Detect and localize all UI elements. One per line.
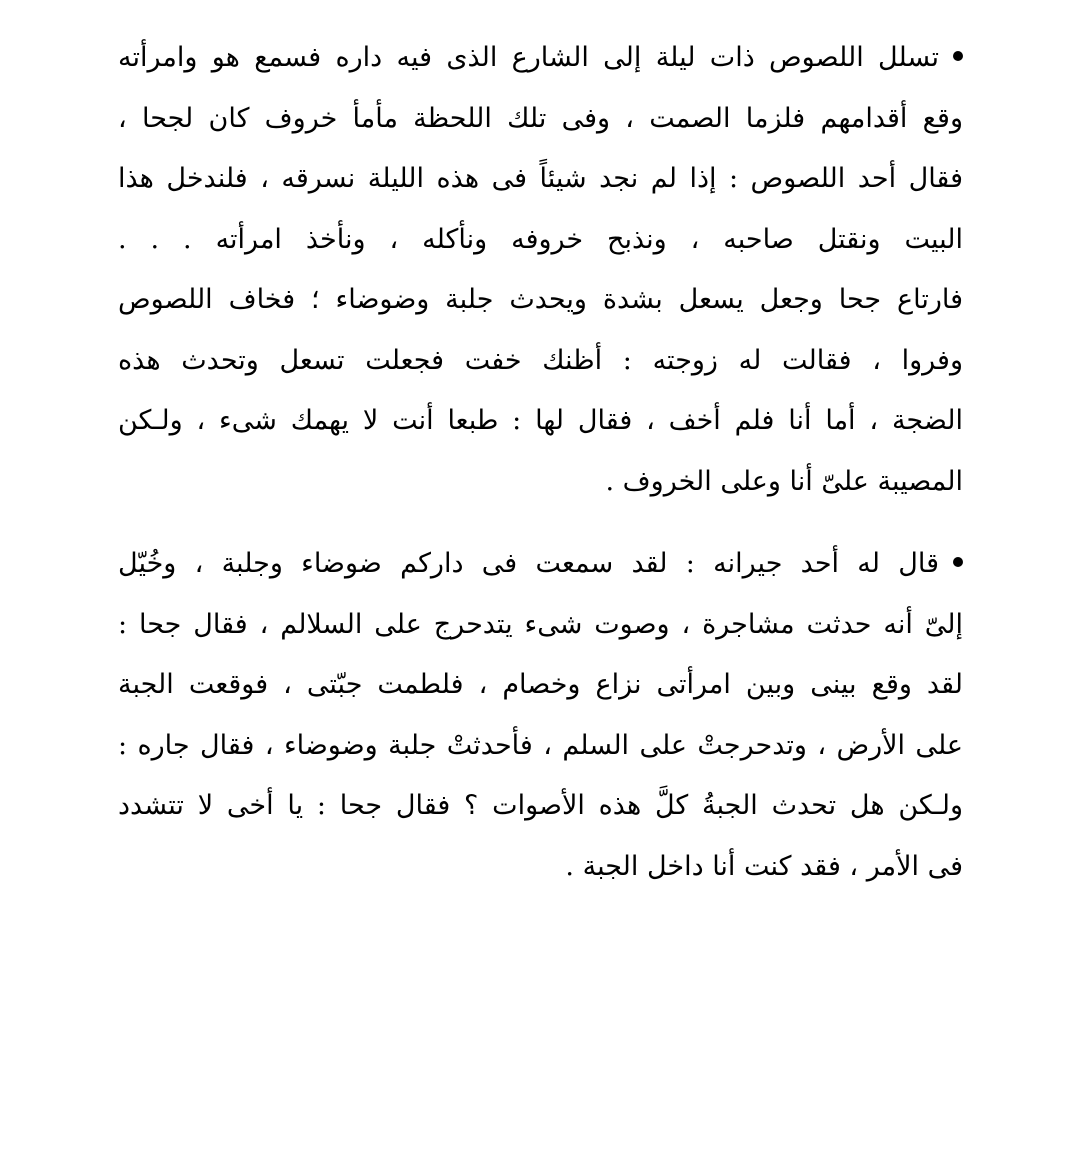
paragraph-spacer — [118, 512, 963, 534]
text-line: ولـكن هل تحدث الجبةُ كلَّ هذه الأصوات ؟ فقال جحا : يا أخى لا تتشدد — [118, 790, 963, 821]
text-line: على الأرض ، وتدحرجتْ على السلم ، فأحدثتْ جلبة وضوضاء ، فقال جاره : — [118, 729, 963, 761]
text-line: وفروا ، فقالت له زوجته : أظنك خفت فجعلت تسعل وتحدث هذه — [118, 344, 963, 376]
paragraph-thieves — [118, 28, 963, 512]
text-line — [118, 28, 963, 89]
text-line: فقال أحد اللصوص : إذا لم نجد شيئاً فى هذه الليلة نسرقه ، فلندخل هذا — [118, 163, 963, 194]
text-line: المصيبة علىّ أنا وعلى الخروف . — [605, 465, 963, 497]
paragraph-cloak — [118, 534, 963, 897]
text-line: فارتاع جحا وجعل يسعل بشدة ويحدث جلبة وضوضاء ؛ فخاف اللصوص — [118, 284, 963, 315]
line-text: تسلل اللصوص ذات ليلة إلى الشارع الذى فيه داره فسمع هو وامرأته — [118, 42, 939, 73]
text-line: وقع أقدامهم فلزما الصمت ، وفى تلك اللحظة مأمأ خروف كان لجحا ، — [118, 102, 963, 134]
text-line: الضجة ، أما أنا فلم أخف ، فقال لها : طبعا أنت لا يهمك شىء ، ولـكن — [118, 405, 963, 436]
text-line: فى الأمر ، فقد كنت أنا داخل الجبة . — [565, 850, 963, 882]
text-line: إلىّ أنه حدثت مشاجرة ، وصوت شىء يتدحرج على السلالم ، فقال جحا : — [118, 608, 963, 640]
bullet-icon — [953, 557, 963, 567]
bullet-icon — [953, 51, 963, 61]
text-line — [118, 534, 963, 595]
text-line: لقد وقع بينى وبين امرأتى نزاع وخصام ، فلطمت جبّتى ، فوقعت الجبة — [118, 669, 963, 700]
text-line: البيت ونقتل صاحبه ، ونذبح خروفه ونأكله ، ونأخذ امرأته . . . — [118, 223, 963, 255]
document-page — [118, 28, 963, 897]
line-text: قال له أحد جيرانه : لقد سمعت فى داركم ضوضاء وجلبة ، وخُيّل — [118, 548, 939, 579]
